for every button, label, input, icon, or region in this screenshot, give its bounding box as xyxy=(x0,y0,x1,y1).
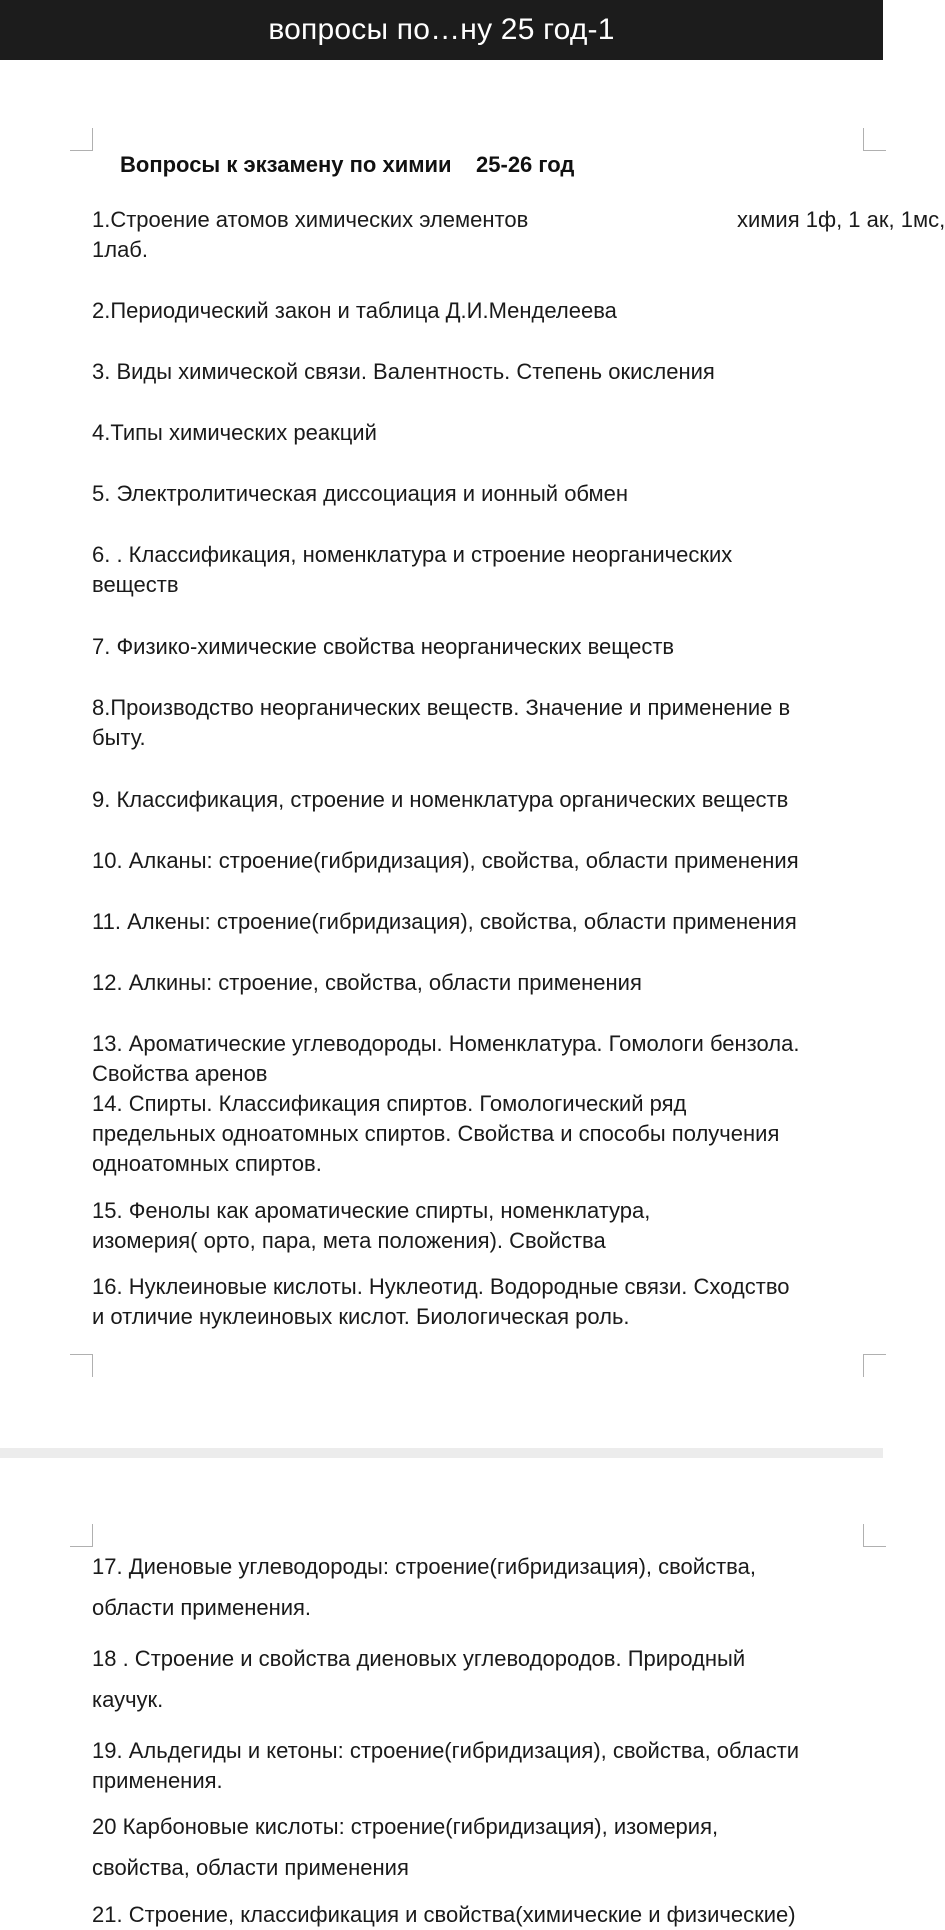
question-paragraph xyxy=(92,1029,872,1089)
paragraph-line: 3. Виды химической связи. Валентность. Степень окисления xyxy=(92,359,715,384)
paragraph-line: 12. Алкины: строение, свойства, области применения xyxy=(92,970,642,995)
paragraph-line: изомерия( орто, пара, мета положения). Свойства xyxy=(92,1228,606,1253)
paragraph-line: одноатомных спиртов. xyxy=(92,1151,322,1176)
paragraph-line: 15. Фенолы как ароматические спирты, номенклатура, xyxy=(92,1198,651,1223)
paragraph-line: 9. Классификация, строение и номенклатура органических веществ xyxy=(92,787,789,812)
question-paragraph xyxy=(92,693,872,753)
paragraph-line: 2.Периодический закон и таблица Д.И.Менделеева xyxy=(92,298,617,323)
paragraph-line: 1.Строение атомов химических элементов xyxy=(92,207,529,232)
paragraph-line: 1лаб. xyxy=(92,237,149,262)
question-paragraph xyxy=(92,632,872,662)
exam-title: Вопросы к экзамену по химии 25-26 год xyxy=(120,152,575,177)
course-note: химия 1ф, 1 ак, 1мс, xyxy=(737,207,945,232)
paragraph-line: 6. . Классификация, номенклатура и строение неорганических xyxy=(92,542,733,567)
paragraph-line: 17. Диеновые углеводороды: строение(гибридизация), свойства, xyxy=(92,1554,756,1579)
paragraph-line: 14. Спирты. Классификация спиртов. Гомологический ряд xyxy=(92,1091,687,1116)
question-paragraph xyxy=(92,205,945,265)
paragraph-line: 5. Электролитическая диссоциация и ионный обмен xyxy=(92,481,629,506)
question-paragraph xyxy=(92,1806,872,1888)
question-paragraph xyxy=(92,1900,872,1930)
document-title: вопросы по…ну 25 год-1 xyxy=(268,13,615,46)
question-paragraph xyxy=(92,357,872,387)
paragraph-line: 16. Нуклеиновые кислоты. Нуклеотид. Водородные связи. Сходство xyxy=(92,1274,790,1299)
question-paragraph xyxy=(92,846,872,876)
question-paragraph xyxy=(92,479,872,509)
paragraph-line: свойства, области применения xyxy=(92,1855,409,1880)
document-page-2 xyxy=(0,1458,883,1927)
paragraph-line: каучук. xyxy=(92,1687,164,1712)
paragraph-line: и отличие нуклеиновых кислот. Биологическая роль. xyxy=(92,1304,630,1329)
paragraph-line: 8.Производство неорганических веществ. Значение и применение в xyxy=(92,695,791,720)
paragraph-line: быту. xyxy=(92,725,146,750)
paragraph-line: области применения. xyxy=(92,1595,312,1620)
question-paragraph xyxy=(92,296,872,326)
paragraph-line: 4.Типы химических реакций xyxy=(92,420,377,445)
paragraph-line: веществ xyxy=(92,572,179,597)
page-corner-mark xyxy=(863,1524,886,1547)
question-paragraph xyxy=(92,968,872,998)
paragraph-line: 18 . Строение и свойства диеновых углеводородов. Природный xyxy=(92,1646,746,1671)
question-paragraph xyxy=(92,1736,872,1796)
page-corner-mark xyxy=(70,1524,93,1547)
page-separator xyxy=(0,1448,883,1458)
page-corner-mark xyxy=(70,1354,93,1377)
question-paragraph xyxy=(92,1089,872,1179)
paragraph-line: 11. Алкены: строение(гибридизация), свойства, области применения xyxy=(92,909,797,934)
paragraph-line: Свойства аренов xyxy=(92,1061,268,1086)
question-paragraph xyxy=(92,1638,872,1720)
question-paragraph xyxy=(92,1196,872,1256)
paragraph-line: 19. Альдегиды и кетоны: строение(гибридизация), свойства, области xyxy=(92,1738,800,1763)
paragraph-line: предельных одноатомных спиртов. Свойства и способы получения xyxy=(92,1121,780,1146)
question-paragraph xyxy=(92,907,872,937)
paragraph-line: 7. Физико-химические свойства неорганических веществ xyxy=(92,634,675,659)
question-paragraph xyxy=(92,540,872,600)
question-paragraph xyxy=(92,1272,872,1332)
paragraph-line: 20 Карбоновые кислоты: строение(гибридизация), изомерия, xyxy=(92,1814,719,1839)
page-corner-mark xyxy=(863,1354,886,1377)
page-corner-mark xyxy=(70,128,93,151)
paragraph-line: применения. xyxy=(92,1768,223,1793)
question-paragraph xyxy=(92,418,872,448)
page-corner-mark xyxy=(863,128,886,151)
paragraph-line: 13. Ароматические углеводороды. Номенклатура. Гомологи бензола. xyxy=(92,1031,800,1056)
paragraph-line: 21. Строение, классификация и свойства(химические и физические) xyxy=(92,1902,796,1927)
document-page-1 xyxy=(0,60,945,1448)
question-paragraph xyxy=(92,785,872,815)
app-title-bar xyxy=(0,0,883,60)
paragraph-line: 10. Алканы: строение(гибридизация), свойства, области применения xyxy=(92,848,799,873)
question-paragraph xyxy=(92,1546,872,1628)
